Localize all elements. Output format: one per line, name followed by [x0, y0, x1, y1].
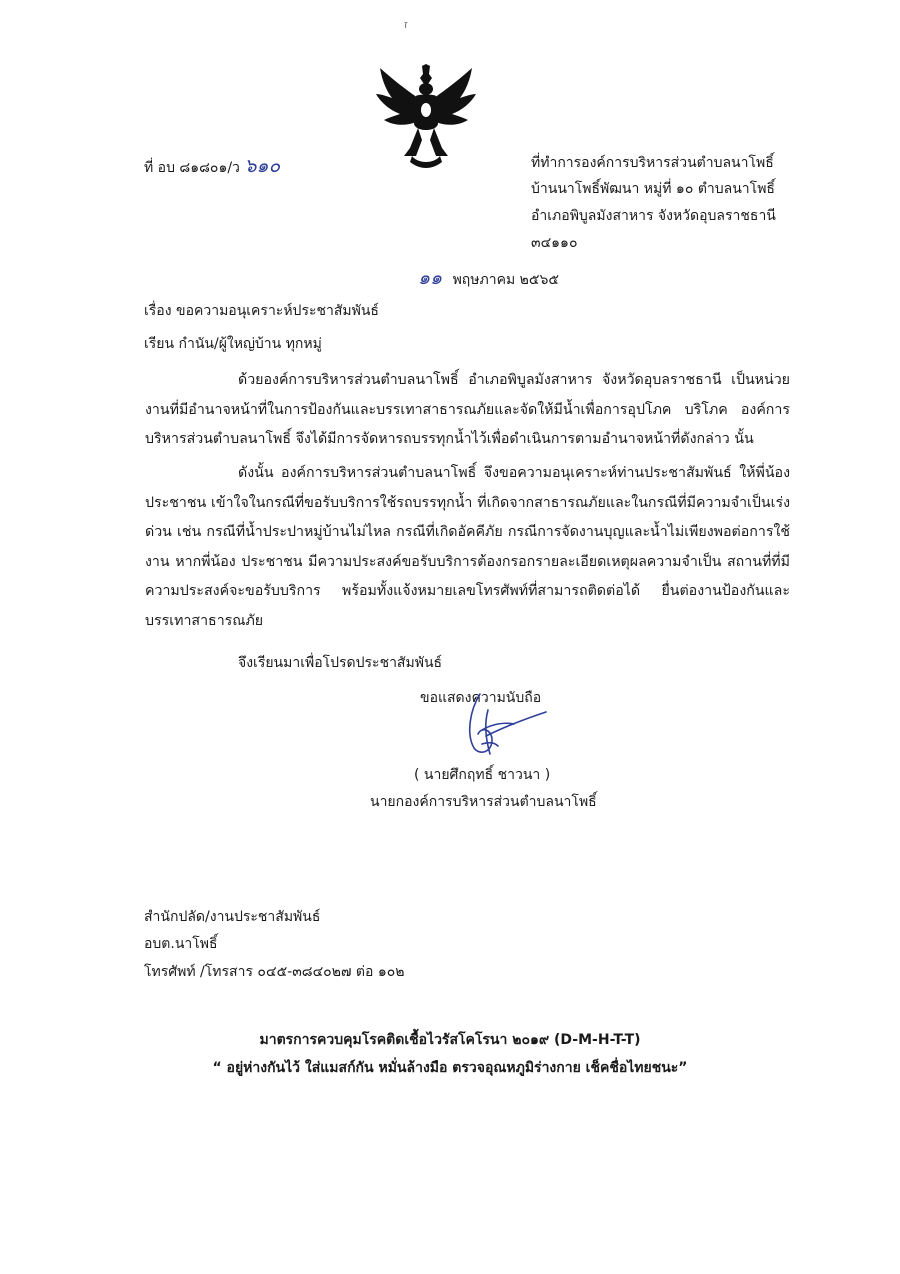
signer-position: นายกองค์การบริหารส่วนตำบลนาโพธิ์	[370, 794, 597, 810]
office-line-2: บ้านนาโพธิ์พัฒนา หมู่ที่ ๑๐ ตำบลนาโพธิ์	[531, 181, 775, 197]
document-number-handwritten: ๖๑๐	[244, 155, 281, 177]
regards-text: ขอแสดงความนับถือ	[420, 690, 542, 706]
signer-name: ( นายศึกฤทธิ์ ชาวนา )	[414, 767, 551, 783]
garuda-emblem-icon	[372, 64, 480, 170]
subject-line: เรื่อง ขอความอนุเคราะห์ประชาสัมพันธ์	[144, 303, 379, 319]
covid-measures-slogan: “ อยู่ห่างกันไว้ ใส่แมสก์กัน หมั่นล้างมือ ตรวจอุณหภูมิร่างกาย เช็คชื่อไทยชนะ”	[212, 1060, 688, 1076]
date-month-year: พฤษภาคม ๒๕๖๕	[452, 272, 559, 288]
body-paragraph-1-text: ด้วยองค์การบริหารส่วนตำบลนาโพธิ์ อำเภอพิบูลมังสาหาร จังหวัดอุบลราชธานี เป็นหน่วยงานที่มีอำนาจหน้าที่ในการป้องกันและบรรเทาสาธารณภัยและจัดให้มีน้ำเพื่อการอุปโภค บริโภค องค์การบริหารส่วนตำบลนาโพธิ์ จึงได้มีการจัดหารถบรรทุกน้ำไว้เพื่อดำเนินการตามอำนาจหน้าที่ดังกล่าว นั้น	[145, 372, 790, 447]
letter-date	[418, 263, 559, 293]
body-paragraph-1	[145, 366, 790, 455]
footer-org: อบต.นาโพธิ์	[144, 936, 218, 952]
body-paragraph-2	[145, 459, 790, 636]
document-number-prefix: ที่ อบ ๘๑๘๐๑/ว	[144, 160, 240, 176]
covid-measures-title: มาตรการควบคุมโรคติดเชื้อไวรัสโคโรนา ๒๐๑๙ (D-M-H-T-T)	[259, 1032, 641, 1048]
body-paragraph-2-text: ดังนั้น องค์การบริหารส่วนตำบลนาโพธิ์ จึงขอความอนุเคราะห์ท่านประชาสัมพันธ์ ให้พี่น้องประชาชน เข้าใจในกรณีที่ขอรับบริการใช้รถบรรทุกน้ำ ที่เกิดจากสาธารณภัยและในกรณีที่มีความจำเป็นเร่งด่วน เช่น กรณีที่น้ำประปาหมู่บ้านไม่ไหล กรณีที่เกิดอัคคีภัย กรณีการจัดงานบุญและน้ำไม่เพียงพอต่อการใช้งาน หากพี่น้อง ประชาชน มีความประสงค์ขอรับบริการต้องกรอกรายละเอียดเหตุผลความจำเป็น สถานที่ที่มีความประสงค์จะขอรับบริการ พร้อมทั้งแจ้งหมายเลขโทรศัพท์ที่สามารถติดต่อได้ ยื่นต่องานป้องกันและบรรเทาสาธารณภัย	[145, 465, 790, 629]
footer-department: สำนักปลัด/งานประชาสัมพันธ์	[144, 909, 321, 925]
footer-phone: โทรศัพท์ /โทรสาร ๐๔๕-๓๘๔๐๒๗ ต่อ ๑๐๒	[144, 964, 405, 980]
document-number	[144, 151, 280, 181]
scan-mark: ז	[404, 18, 408, 31]
handwritten-signature	[452, 690, 552, 770]
office-line-1: ที่ทำการองค์การบริหารส่วนตำบลนาโพธิ์	[531, 155, 774, 171]
office-postcode: ๓๔๑๑๐	[531, 235, 578, 251]
date-day-handwritten: ๑๑	[418, 267, 443, 289]
closing-line: จึงเรียนมาเพื่อโปรดประชาสัมพันธ์	[238, 655, 443, 671]
office-line-3: อำเภอพิบูลมังสาหาร จังหวัดอุบลราชธานี	[531, 208, 776, 224]
addressee-line: เรียน กำนัน/ผู้ใหญ่บ้าน ทุกหมู่	[144, 336, 322, 352]
